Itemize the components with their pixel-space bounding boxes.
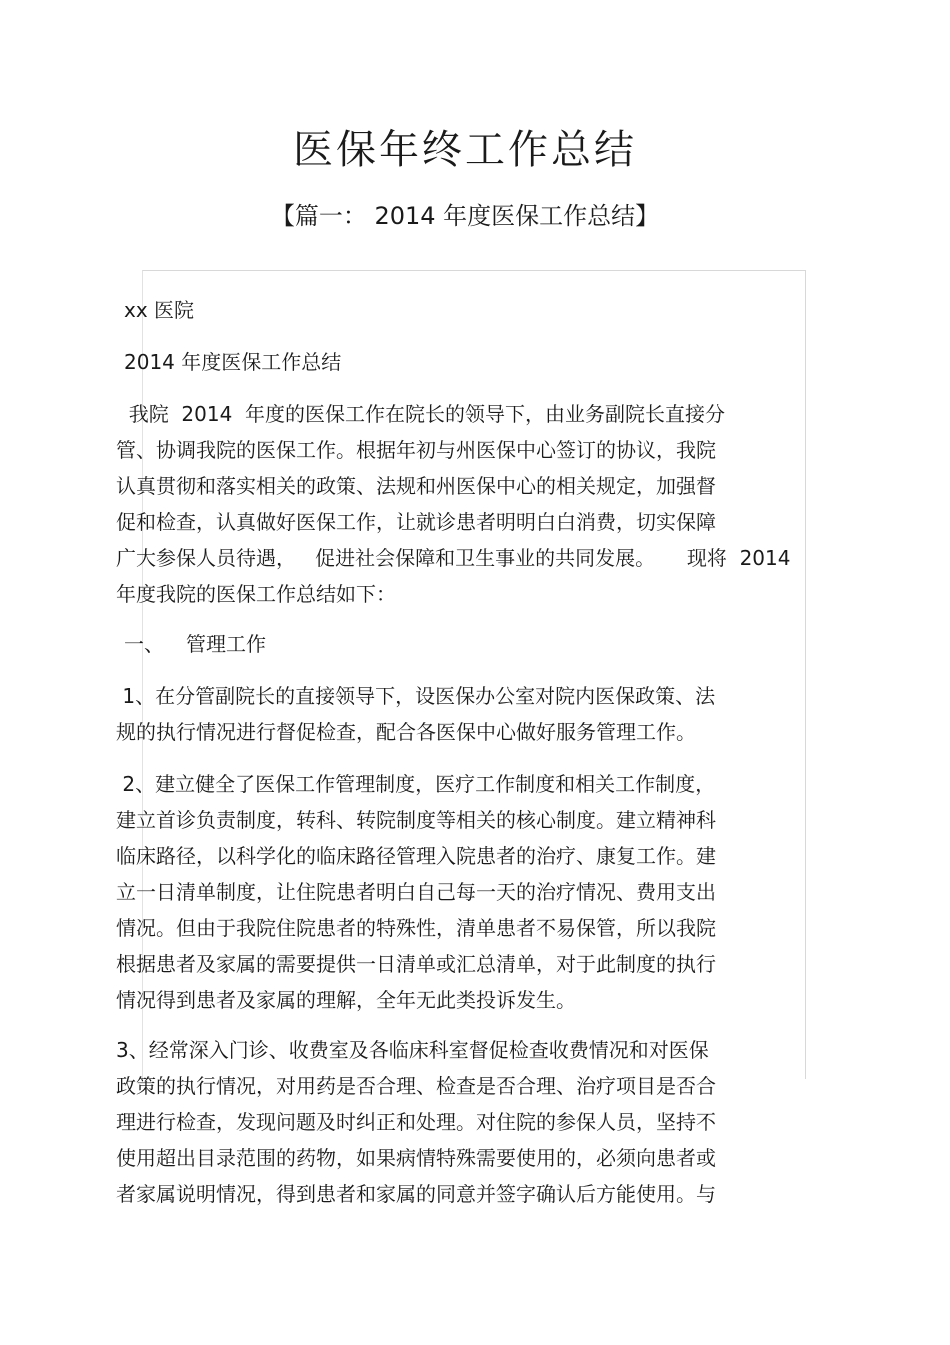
text-line: 临床路径，以科学化的临床路径管理入院患者的治疗、康复工作。建	[116, 844, 716, 868]
text-line: 管、协调我院的医保工作。根据年初与州医保中心签订的协议，我院	[116, 438, 716, 462]
document-subtitle: 【篇一： 2014 年度医保工作总结】	[270, 202, 660, 230]
text-line: 2、建立健全了医保工作管理制度，医疗工作制度和相关工作制度，	[116, 772, 716, 796]
text-line: 使用超出目录范围的药物，如果病情特殊需要使用的，必须向患者或	[116, 1146, 716, 1170]
text-line: 广大参保人员待遇， 促进社会保障和卫生事业的共同发展。 现将 2014	[116, 546, 791, 570]
text-line: 年度我院的医保工作总结如下：	[116, 582, 396, 606]
item-1-paragraph	[116, 678, 780, 750]
text-line: 政策的执行情况，对用药是否合理、检查是否合理、治疗项目是否合	[116, 1074, 716, 1098]
text-line: 立一日清单制度，让住院患者明白自己每一天的治疗情况、费用支出	[116, 880, 716, 904]
text-line: 建立首诊负责制度，转科、转院制度等相关的核心制度。建立精神科	[116, 808, 716, 832]
text-line: 促和检查，认真做好医保工作，让就诊患者明明白白消费，切实保障	[116, 510, 716, 534]
text-line: 情况。但由于我院住院患者的特殊性，清单患者不易保管，所以我院	[116, 916, 716, 940]
text-line: 者家属说明情况，得到患者和家属的同意并签字确认后方能使用。与	[116, 1182, 716, 1206]
section-heading	[124, 626, 788, 662]
section-number: 一、	[124, 632, 164, 656]
section-label: 管理工作	[186, 632, 266, 656]
text-line: 情况得到患者及家属的理解，全年无此类投诉发生。	[116, 988, 576, 1012]
text-line: 根据患者及家属的需要提供一日清单或汇总清单，对于此制度的执行	[116, 952, 716, 976]
text-line: 3、经常深入门诊、收费室及各临床科室督促检查收费情况和对医保	[116, 1038, 709, 1062]
hospital-name: xx 医院	[124, 298, 195, 322]
intro-paragraph	[116, 396, 791, 612]
text-line: 认真贯彻和落实相关的政策、法规和州医保中心的相关规定，加强督	[116, 474, 716, 498]
text-line: 理进行检查，发现问题及时纠正和处理。对住院的参保人员，坚持不	[116, 1110, 716, 1134]
item-3-paragraph	[116, 1032, 780, 1212]
document-title: 医保年终工作总结	[293, 127, 637, 173]
text-line: 规的执行情况进行督促检查，配合各医保中心做好服务管理工作。	[116, 720, 696, 744]
text-line: 1、在分管副院长的直接领导下，设医保办公室对院内医保政策、法	[116, 684, 716, 708]
report-title: 2014 年度医保工作总结	[124, 350, 342, 374]
item-2-paragraph	[116, 766, 780, 1018]
text-line: 我院 2014 年度的医保工作在院长的领导下，由业务副院长直接分	[116, 402, 726, 426]
